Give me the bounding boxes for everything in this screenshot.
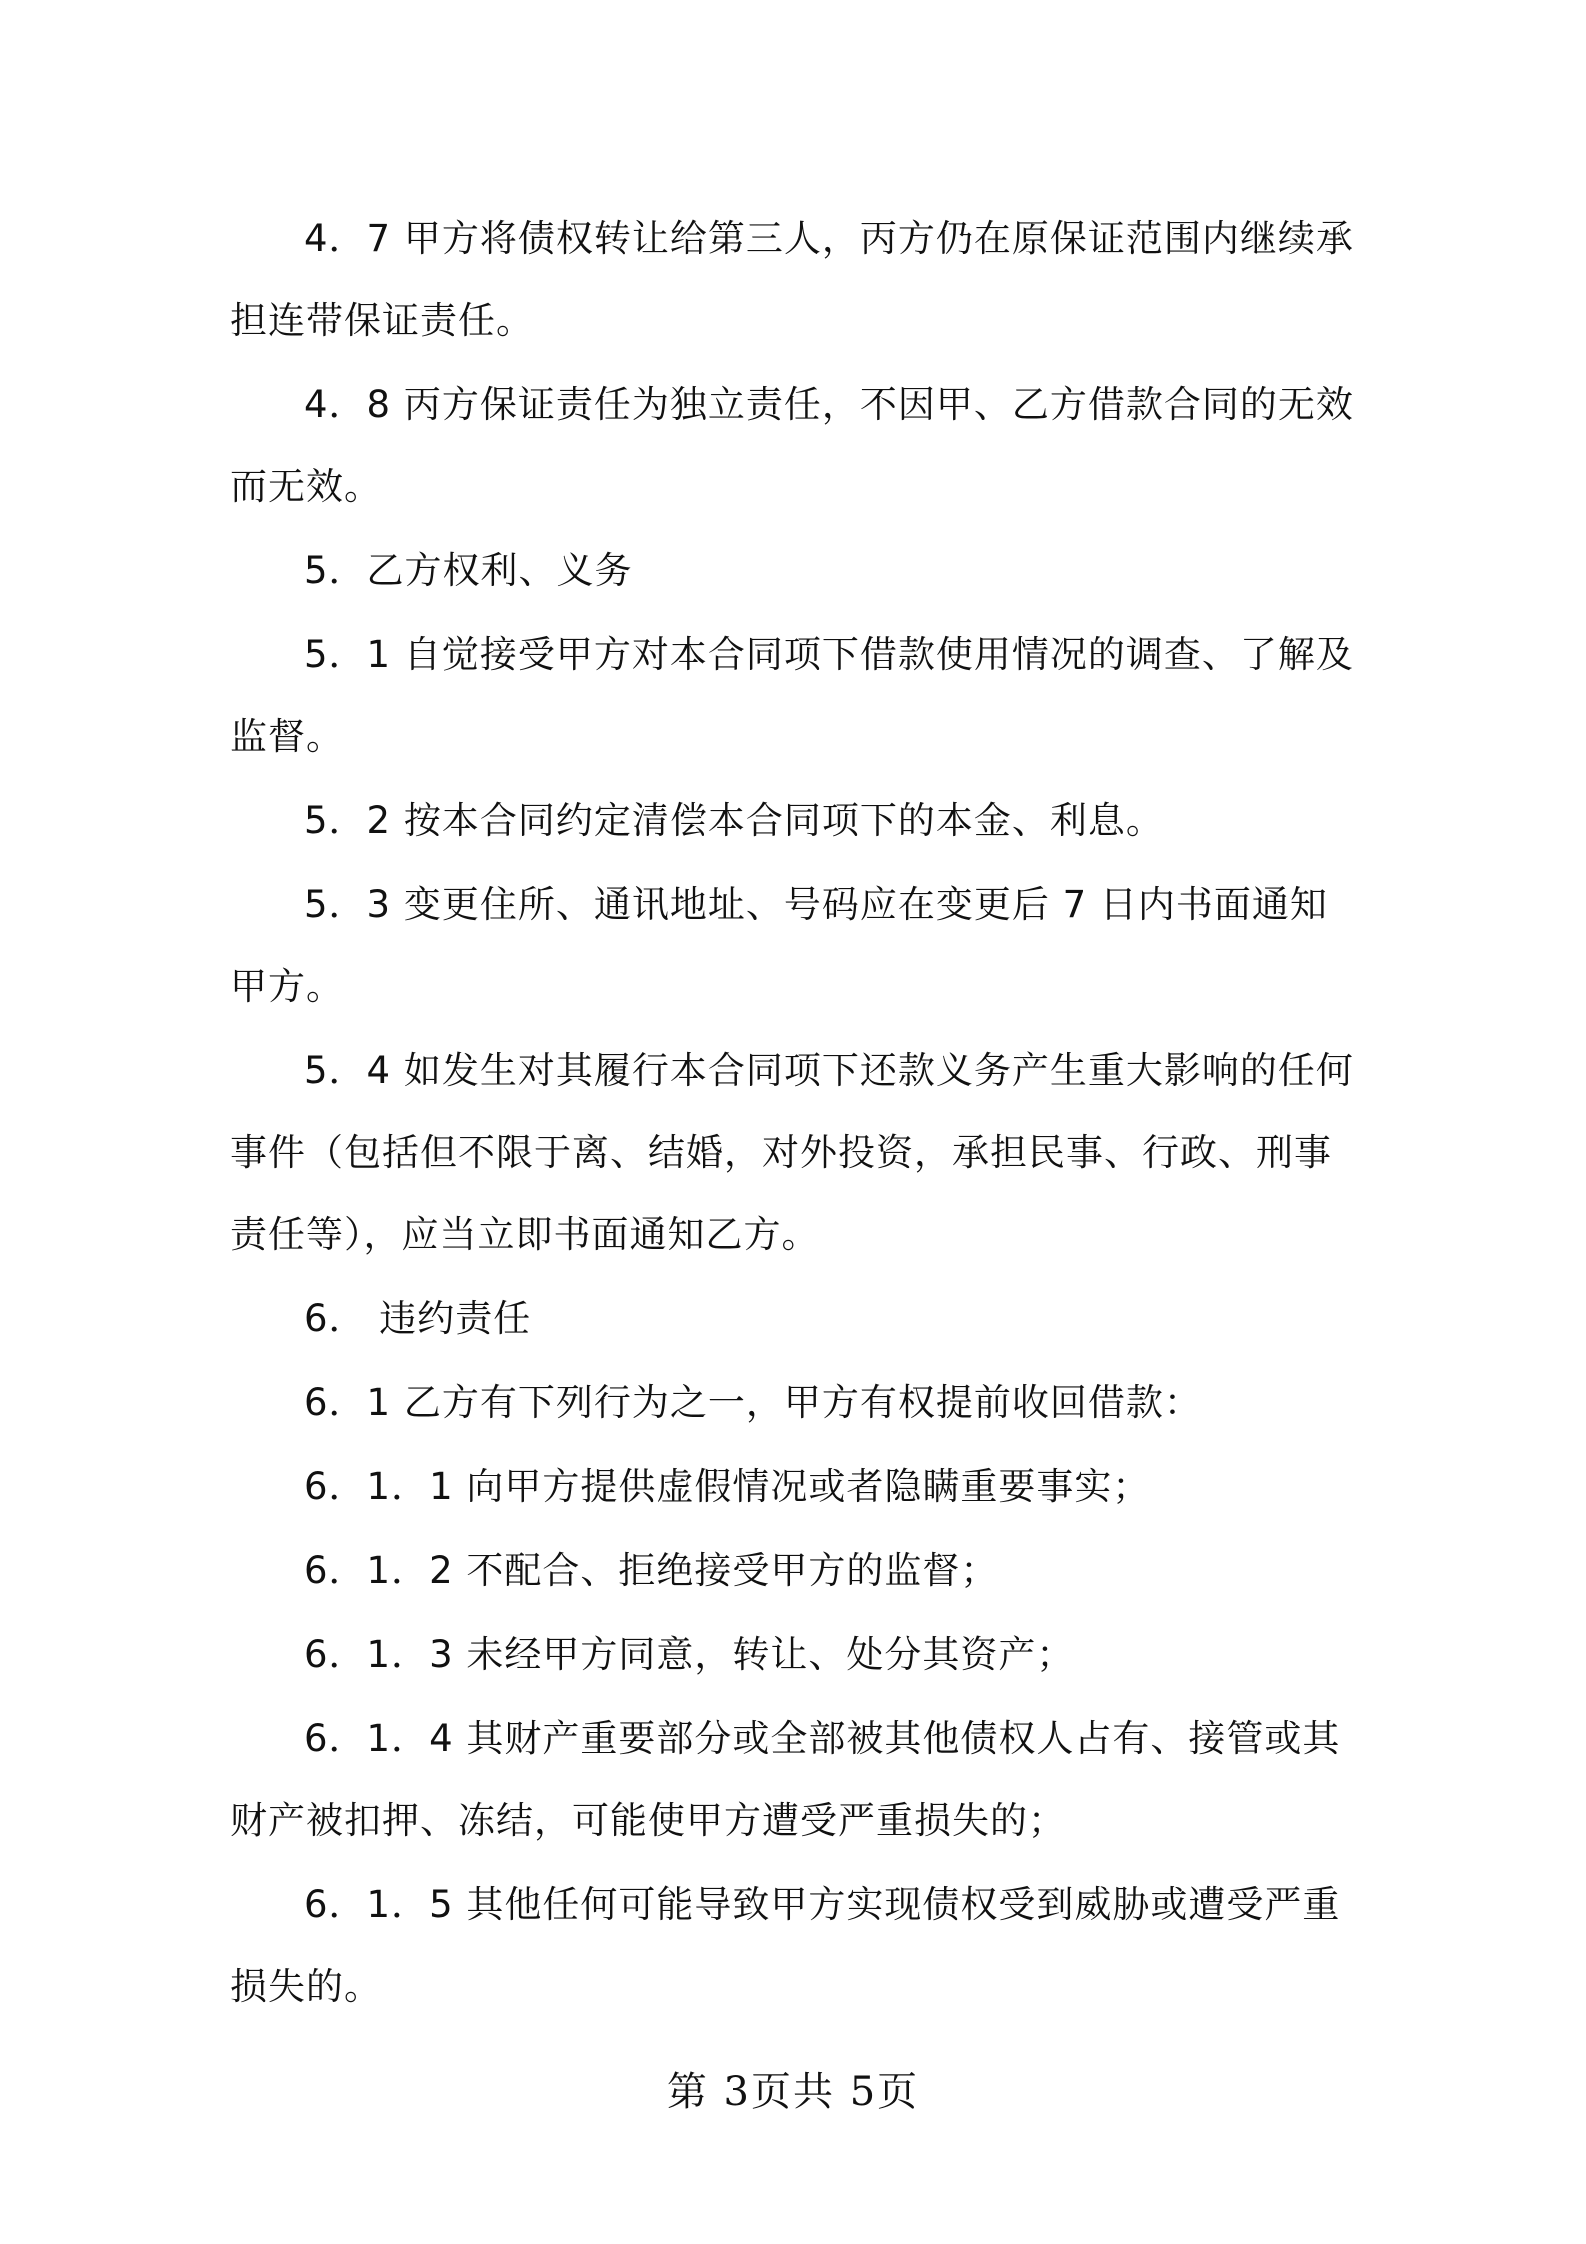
document-body bbox=[230, 198, 1360, 2030]
page-number-footer: 第 3页共 5页 bbox=[666, 2069, 920, 2115]
section-5-heading: 5．乙方权利、义务 bbox=[304, 549, 633, 592]
clause-4-8: 4．8 丙方保证责任为独立责任，不因甲、乙方借款合同的无效而无效。 bbox=[230, 383, 1354, 508]
clause-6-1-4: 6．1．4 其财产重要部分或全部被其他债权人占有、接管或其财产被扣押、冻结，可能使甲方遭受严重损失的； bbox=[230, 1717, 1341, 1842]
clause-4-7: 4．7 甲方将债权转让给第三人，丙方仍在原保证范围内继续承担连带保证责任。 bbox=[230, 217, 1354, 342]
clause-6-1-5: 6．1．5 其他任何可能导致甲方实现债权受到威胁或遭受严重损失的。 bbox=[230, 1883, 1341, 2008]
section-6-heading: 6． 违约责任 bbox=[304, 1297, 532, 1340]
clause-5-1: 5．1 自觉接受甲方对本合同项下借款使用情况的调查、了解及监督。 bbox=[230, 633, 1354, 758]
clause-5-4: 5．4 如发生对其履行本合同项下还款义务产生重大影响的任何事件（包括但不限于离、结婚，对外投资，承担民事、行政、刑事责任等），应当立即书面通知乙方。 bbox=[230, 1049, 1354, 1256]
clause-6-1-1: 6．1．1 向甲方提供虚假情况或者隐瞒重要事实； bbox=[304, 1465, 1151, 1508]
clause-5-3: 5．3 变更住所、通讯地址、号码应在变更后 7 日内书面通知甲方。 bbox=[230, 883, 1328, 1008]
clause-6-1-2: 6．1．2 不配合、拒绝接受甲方的监督； bbox=[304, 1549, 999, 1592]
clause-6-1: 6．1 乙方有下列行为之一，甲方有权提前收回借款： bbox=[304, 1381, 1202, 1424]
clause-6-1-3: 6．1．3 未经甲方同意，转让、处分其资产； bbox=[304, 1633, 1075, 1676]
clause-5-2: 5．2 按本合同约定清偿本合同项下的本金、利息。 bbox=[304, 799, 1164, 842]
